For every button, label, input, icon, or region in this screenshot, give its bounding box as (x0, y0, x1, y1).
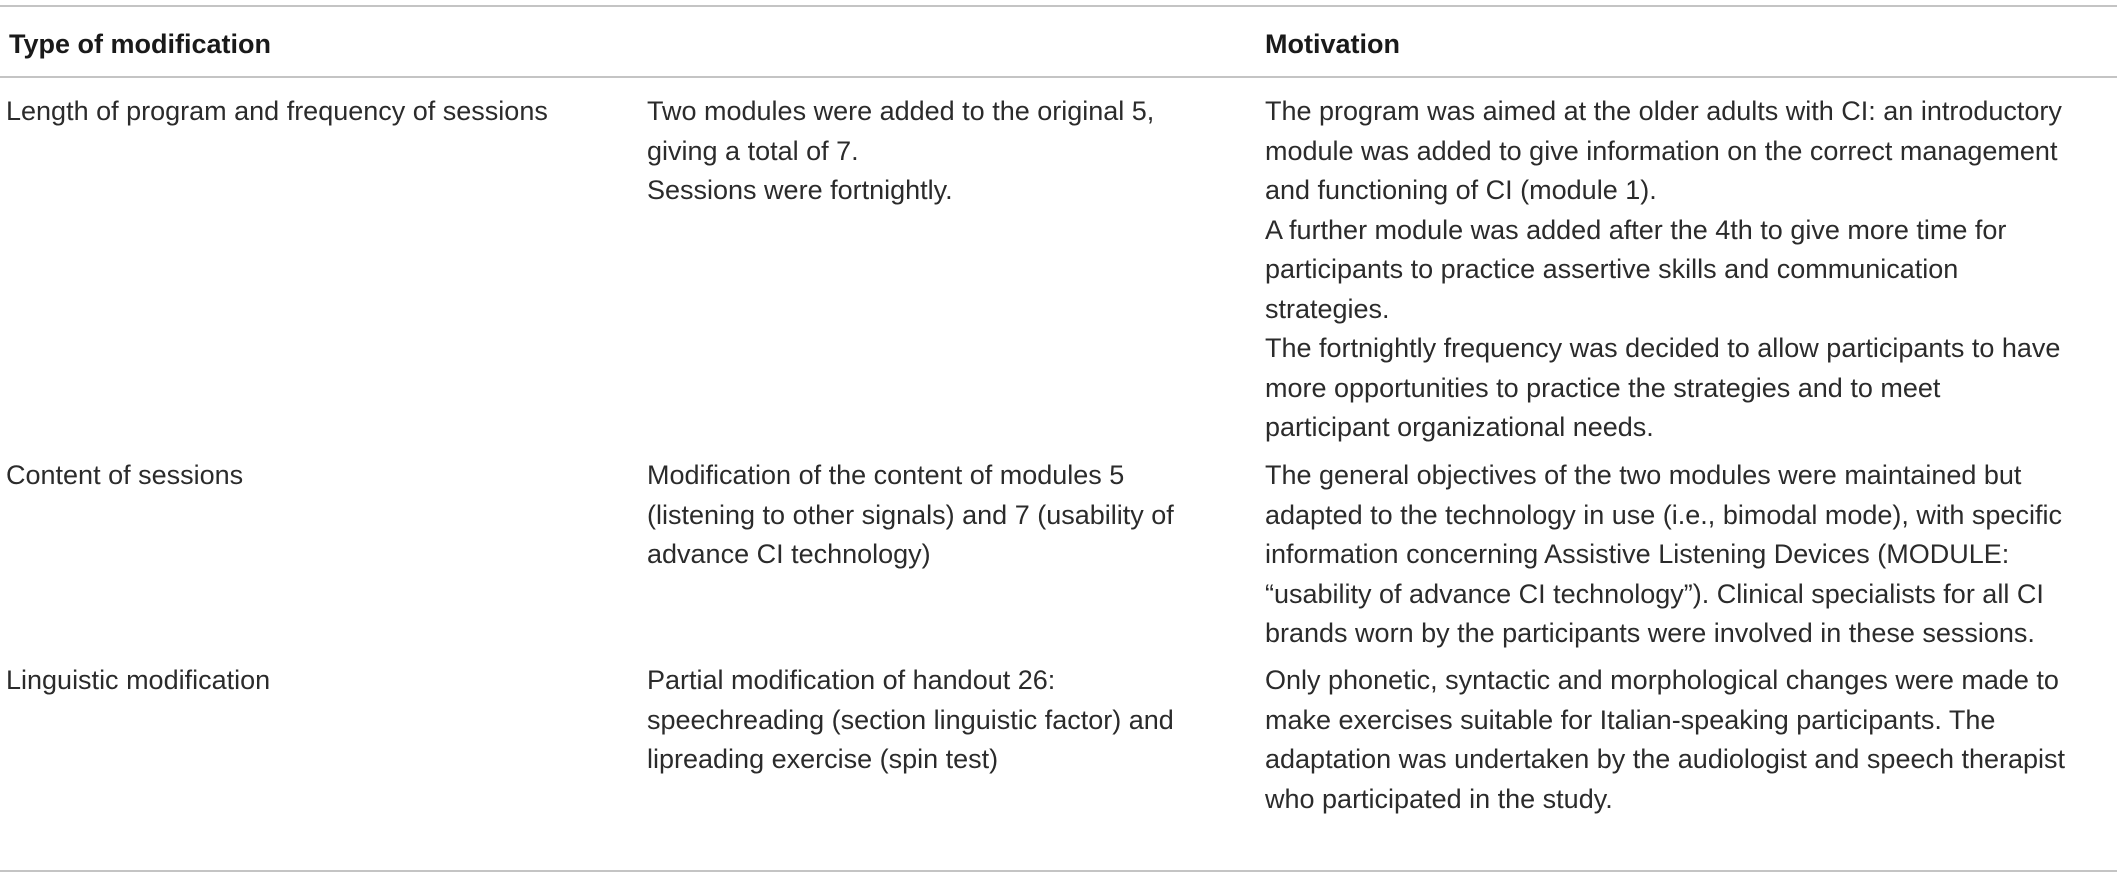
modification-line: giving a total of 7. (647, 135, 859, 166)
modification-line: advance CI technology) (647, 539, 931, 569)
modification-line: Two modules were added to the original 5, (647, 96, 1155, 126)
motivation-line: “usability of advance CI technology”). Clinical specialists for all CI (1265, 578, 2044, 609)
motivation-line: brands worn by the participants were involved in these sessions. (1265, 618, 2035, 648)
motivation-line: module was added to give information on the correct management (1265, 135, 2058, 166)
motivation-line: adapted to the technology in use (i.e., bimodal mode), with specific (1265, 499, 2062, 530)
header-type-of-modification: Type of modification (9, 29, 271, 59)
row-motivation-cell (1265, 456, 2115, 654)
header-motivation: Motivation (1265, 29, 1400, 59)
row-type-cell (6, 661, 626, 701)
row-type-text: Linguistic modification (6, 665, 271, 695)
motivation-line: The general objectives of the two modules were maintained but (1265, 460, 2022, 490)
row-modification-cell (647, 92, 1247, 211)
motivation-line: more opportunities to practice the strategies and to meet (1265, 372, 1941, 403)
modification-line: Modification of the content of modules 5 (647, 460, 1125, 490)
motivation-line: participant organizational needs. (1265, 412, 1654, 442)
row-type-text: Content of sessions (6, 460, 244, 490)
row-modification-cell (647, 456, 1247, 575)
header-rule (0, 76, 2117, 78)
modification-line: speechreading (section linguistic factor) and (647, 704, 1174, 735)
row-motivation-cell (1265, 661, 2115, 819)
modification-line: (listening to other signals) and 7 (usability of (647, 499, 1174, 530)
motivation-line: Only phonetic, syntactic and morphological changes were made to (1265, 665, 2059, 695)
motivation-line: information concerning Assistive Listening Devices (MODULE: (1265, 539, 2010, 569)
motivation-line: A further module was added after the 4th to give more time for (1265, 214, 2007, 245)
row-modification-cell (647, 661, 1247, 780)
row-motivation-cell (1265, 92, 2115, 448)
motivation-line: strategies. (1265, 293, 1390, 324)
table-bottom-rule (0, 870, 2117, 872)
modification-line: Partial modification of handout 26: (647, 665, 1056, 695)
modification-line: Sessions were fortnightly. (647, 175, 953, 205)
motivation-line: The program was aimed at the older adults with CI: an introductory (1265, 96, 2062, 126)
motivation-line: The fortnightly frequency was decided to allow participants to have (1265, 333, 2061, 363)
row-type-cell (6, 92, 626, 132)
motivation-line: adaptation was undertaken by the audiologist and speech therapist (1265, 744, 2066, 774)
row-type-cell (6, 456, 626, 496)
motivation-line: participants to practice assertive skills and communication (1265, 254, 1959, 284)
motivation-line: make exercises suitable for Italian-speaking participants. The (1265, 704, 1996, 735)
motivation-line: who participated in the study. (1265, 783, 1613, 814)
modification-line: lipreading exercise (spin test) (647, 744, 999, 774)
motivation-line: and functioning of CI (module 1). (1265, 175, 1657, 205)
row-type-text: Length of program and frequency of sessions (6, 96, 548, 126)
table-header-row (0, 6, 2117, 76)
